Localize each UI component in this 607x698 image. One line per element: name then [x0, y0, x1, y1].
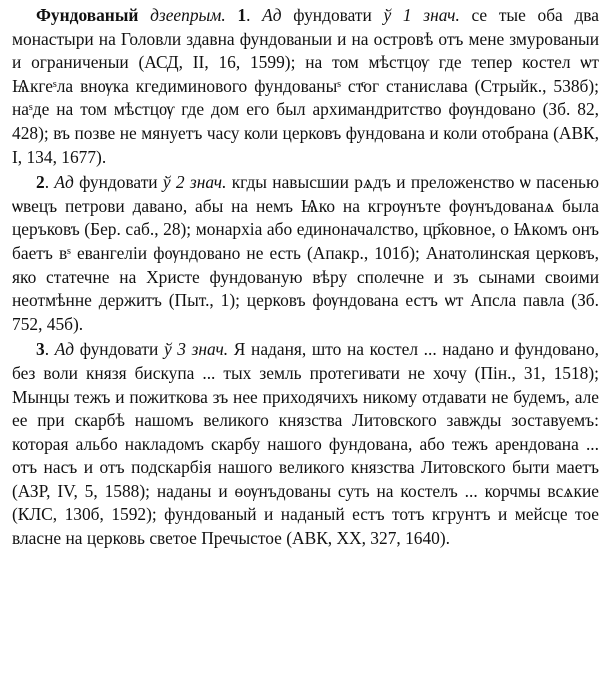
part-of-speech-label: дзеепрым.: [150, 5, 226, 25]
sense-number: 2: [36, 172, 45, 193]
sense-reference: ў 1 знач.: [383, 5, 460, 25]
headword: Фундованый: [36, 5, 139, 25]
derivation-label: Ад: [54, 339, 75, 360]
sense-number: 1: [237, 5, 247, 25]
sense-1: Фундованый дзеепрым. 1. Ад фундовати ў 1 знач. се тые оба два монастыри на Головли здавна фундованыи и на островѣ отъ мене змурованыи и ограниченыи (АСД, II, 16, 1599); на том мѣстцѹ где тепер костел ѡт Ѩкгеˢла внѹка кгедиминового фундованыˢ стͨог станислава (Стрыйк., 538б); наˢде на том мѣстцѹ где дом его был архимандритство фѹндовано (Зб. 82, 428); въ позве не мянуетъ часу коли церковъ фундована и коли отобрана (АВК, I, 134, 1677).: [12, 5, 599, 167]
sense-reference: ў 3 знач.: [163, 339, 229, 360]
sense-text: се тые оба два монастыри на Головли здавна фундованыи и на островѣ отъ мене змурованыи и ограниченыи (АСД, II, 16, 1599); на том мѣстцѹ где тепер костел ѡт Ѩкгеˢла внѹка кгедиминового фундованыˢ стͨог станислава (Стрыйк., 538б); наˢде на том мѣстцѹ где дом его был архимандритство фѹндовано (Зб. 82, 428); въ позве не мянуетъ часу коли церковъ фундована и коли отобрана (АВК, I, 134, 1677).: [12, 5, 599, 167]
derivation-lemma: фундовати: [79, 339, 159, 360]
sense-reference: ў 2 знач.: [162, 172, 227, 193]
derivation-lemma: фундовати: [79, 172, 158, 193]
sense-text: кгды навысшии рѧдъ и преложенство ѡ пасенью ѡвецъ петрови давано, абы на немъ Ѩко на кгрѹнъте фѹнъдованаѧ была церъковъ (Бер. саб., 28); монархіа або единоначалство, цр҃ковное, о Ѩкомъ онъ баетъ вˢ евангеліи фѹндовано не есть (Апакр., 101б); Анатолинская церковъ, яко статечне на Христе фундованую вѣру сполечне и зъ сынами своими неотмѣнне держитъ (Пыт., 1); церковъ фѹндована естъ ѡт Апсла павла (Зб. 752, 45б).: [12, 172, 599, 334]
sense-2: 2. Ад фундовати ў 2 знач. кгды навысшии рѧдъ и преложенство ѡ пасенью ѡвецъ петрови давано, абы на немъ Ѩко на кгрѹнъте фѹнъдованаѧ была церъковъ (Бер. саб., 28); монархіа або единоначалство, цр҃ковное, о Ѩкомъ онъ баетъ вˢ евангеліи фѹндовано не есть (Апакр., 101б); Анатолинская церковъ, яко статечне на Христе фундованую вѣру сполечне и зъ сынами своими неотмѣнне держитъ (Пыт., 1); церковъ фѹндована естъ ѡт Апсла павла (Зб. 752, 45б).: [12, 172, 599, 334]
derivation-label: Ад: [262, 5, 282, 25]
sense-number: 3: [36, 339, 45, 360]
derivation-lemma: фундовати: [293, 5, 372, 25]
sense-text: Я наданя, што на костел ... надано и фундовано, без воли князя бискупа ... тых земль протегивати не хочу (Пін., 31, 1518); Мынцы тежъ и пожиткова зъ нее приходячихъ никому отдавати не будемъ, але ее при скарбѣ нашомъ великого князства Литовского завжды зоставуемъ: которая альбо накладомъ скарбу нашого фундована, або тежъ арендована ... отъ насъ и отъ подскарбія нашого великого князства Литовского быти маетъ (АЗР, IV, 5, 1588); наданы и ѳѹнъдованы суть на костелъ ... корчмы всѧкие (КЛС, 130б, 1592); фундованый и наданый естъ тотъ кгрунтъ и мейсце тое власне на церковь светое Пречыстое (АВК, XX, 327, 1640).: [12, 339, 599, 549]
derivation-label: Ад: [54, 172, 74, 193]
sense-3: 3. Ад фундовати ў 3 знач. Я наданя, што на костел ... надано и фундовано, без воли князя бискупа ... тых земль протегивати не хочу (Пін., 31, 1518); Мынцы тежъ и пожиткова зъ нее приходячихъ никому отдавати не будемъ, але ее при скарбѣ нашомъ великого князства Литовского завжды зоставуемъ: которая альбо накладомъ скарбу нашого фундована, або тежъ арендована ... отъ насъ и отъ подскарбія нашого великого князства Литовского быти маетъ (АЗР, IV, 5, 1588); наданы и ѳѹнъдованы суть на костелъ ... корчмы всѧкие (КЛС, 130б, 1592); фундованый и наданый естъ тотъ кгрунтъ и мейсце тое власне на церковь светое Пречыстое (АВК, XX, 327, 1640).: [12, 339, 599, 549]
